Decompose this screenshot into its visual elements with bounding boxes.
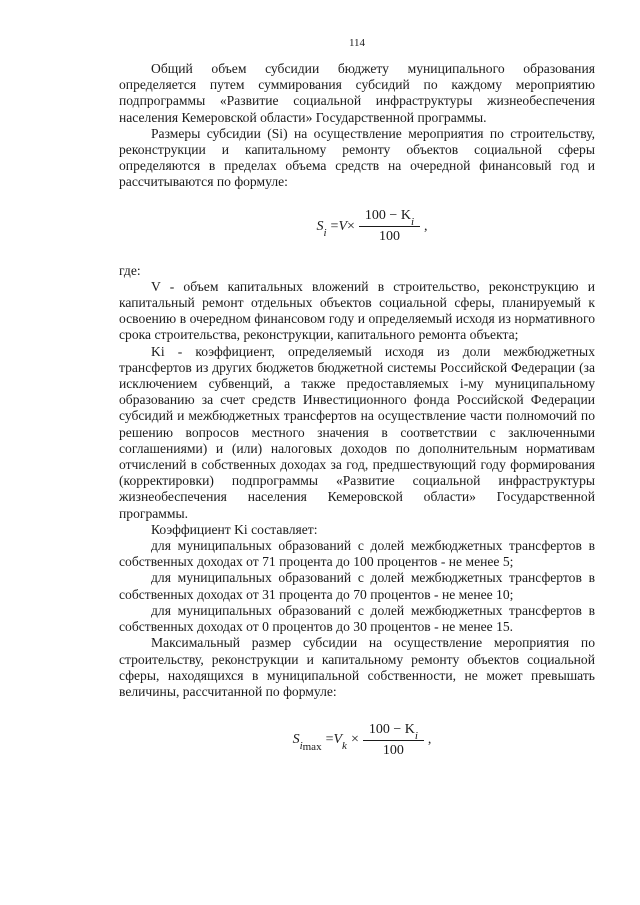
paragraph-k-case-2: для муниципальных образований с долей межбюджетных трансфертов в собственных доходах от 31 процента до 70 процентов - не менее 10; — [119, 570, 595, 602]
paragraph-total-subsidy: Общий объем субсидии бюджету муниципального образования определяется путем суммирования субсидий по каждому мероприятию подпрограммы «Развитие социальной инфраструктуры жизнеобеспечения населения Кемеровской области» Государственной программы. — [119, 61, 595, 125]
formula1-denominator: 100 — [378, 229, 400, 245]
formula2-lhs: S — [292, 732, 300, 748]
formula1-numerator: $100 - K_i$ — [359, 208, 420, 227]
formula2-lhs-sub2: max — [302, 741, 322, 754]
formula2-denominator: 100 — [382, 742, 404, 758]
formula2-var: V — [333, 732, 343, 748]
formula1-fraction — [359, 208, 420, 245]
formula1-eq: = — [330, 218, 339, 234]
paragraph-where: где: — [119, 262, 141, 278]
paragraph-subsidy-size: Размеры субсидии (Si) на осуществление мероприятия по строительству, реконструкции и капитальному ремонту объектов социальной сферы определяются в пределах объема средств на очередной финансовый год и рассчитываются по формуле: — [119, 125, 595, 190]
formula2-var-sub: k — [342, 740, 347, 753]
formula-subsidy — [119, 191, 595, 263]
formula1-lhs-sub: i — [323, 226, 327, 239]
formula2-fraction — [363, 722, 424, 759]
paragraph-k-values: Коэффициент Ki составляет: — [151, 521, 318, 537]
formula2-times: × — [350, 732, 359, 748]
paragraph-v-definition: V - объем капитальных вложений в строительство, реконструкцию и капитальный ремонт отдельных объектов социальной сферы, планируемый к освоению в очередном финансовом году и определяемый исходя из нормативного срока строительства, реконструкции, капитального ремонта объекта; — [119, 278, 595, 343]
page-number: 114 — [348, 37, 366, 49]
formula2-numerator: $100 - K_i$ — [363, 722, 424, 741]
formula-max-subsidy — [119, 700, 595, 780]
formula1-tail: , — [424, 218, 428, 234]
formula2-tail: , — [427, 732, 432, 748]
formula1-lhs: S — [316, 218, 324, 234]
paragraph-max-subsidy: Максимальный размер субсидии на осуществление мероприятия по строительству, реконструкции и капитальному ремонту объектов социальной сферы, находящихся в муниципальной собственности, не может превышать величины, рассчитанной по формуле: — [119, 635, 595, 699]
formula2-lhs-sub: i — [299, 740, 303, 753]
paragraph-k-case-3: для муниципальных образований с долей межбюджетных трансфертов в собственных доходах от 0 процентов до 30 процентов - не менее 15. — [119, 602, 595, 635]
formula1-times: × — [347, 218, 355, 234]
formula2-eq: = — [325, 732, 334, 748]
paragraph-k-definition: Ki - коэффициент, определяемый исходя из доли межбюджетных трансфертов из других бюджетов бюджетной системы Российской Федерации (за исключением субвенций, а также предоставляемых i-му муниципальному образованию за счет средств Инвестиционного фонда Российской Федерации субсидий и межбюджетных трансфертов на осуществление части полномочий по решению вопросов местного значения в соответствии с заключенными соглашениями) и (или) налоговых доходов по дополнительным нормативам отчислений в собственных доходах за год, предшествующий году формирования (корректировки) подпрограммы «Развитие социальной инфраструктуры жизнеобеспечения населения Кемеровской области» Государственной программы. — [119, 343, 595, 521]
formula1-var: V — [338, 218, 348, 234]
paragraph-k-case-1: для муниципальных образований с долей межбюджетных трансфертов в собственных доходах от 71 процента до 100 процентов - не менее 5; — [119, 538, 595, 570]
